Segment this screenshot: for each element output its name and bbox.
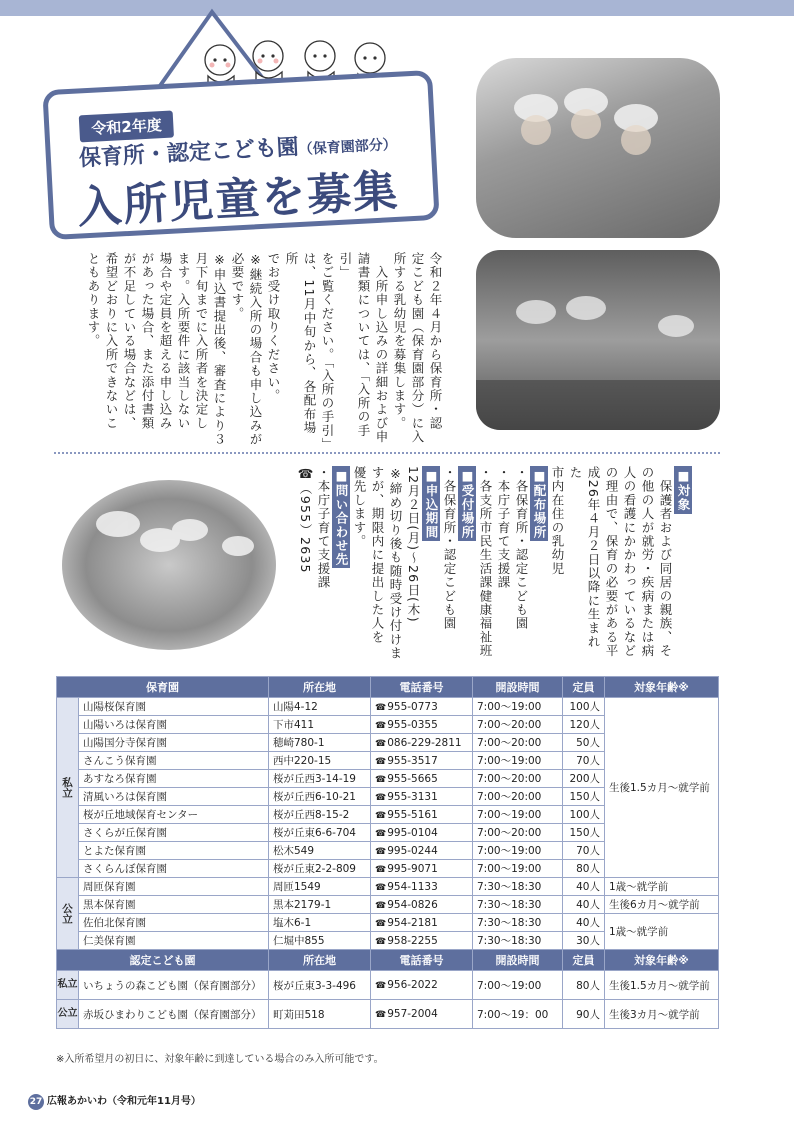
intro-line: 月下旬までに入所者を決定し bbox=[194, 252, 209, 431]
nursery-name: あすなろ保育園 bbox=[79, 770, 269, 788]
section-heading: ■配布場所 bbox=[532, 468, 547, 539]
intro-text bbox=[84, 252, 444, 452]
phone-number: 995-0244 bbox=[387, 844, 438, 857]
section-heading: ■申込期間 bbox=[424, 468, 439, 539]
address: 桜が丘西3-14-19 bbox=[269, 770, 371, 788]
hours: 7:00～19:00 bbox=[473, 860, 563, 878]
address: 周匝1549 bbox=[269, 878, 371, 896]
phone-number: 958-2255 bbox=[387, 934, 438, 947]
group-label: 公立 bbox=[57, 878, 79, 950]
intro-line: ※継続入所の場合も申し込みが bbox=[248, 252, 263, 447]
capacity: 200人 bbox=[563, 770, 605, 788]
photo-children-gardening bbox=[476, 250, 720, 430]
intro-line: ます。入所要件に該当しない bbox=[176, 252, 191, 431]
col-header: 電話番号 bbox=[371, 950, 473, 971]
col-header: 対象年齢※ bbox=[605, 950, 719, 971]
nursery-name: 山陽いろは保育園 bbox=[79, 716, 269, 734]
col-header: 所在地 bbox=[269, 677, 371, 698]
phone-icon: ☎ bbox=[375, 828, 387, 839]
phone-icon: ☎ bbox=[375, 810, 387, 821]
phone-icon: ☎ bbox=[375, 864, 387, 875]
detail-line: 成26年４月２日以降に生まれた bbox=[568, 466, 601, 649]
phone-icon: ☎ bbox=[375, 756, 387, 767]
detail-line: 市内在住の乳幼児 bbox=[550, 466, 565, 576]
nursery-name: 赤坂ひまわりこども園（保育園部分） bbox=[79, 1000, 269, 1029]
phone-icon: ☎ bbox=[375, 1010, 387, 1020]
phone-cell bbox=[371, 932, 473, 950]
hours: 7:00～19:00 bbox=[473, 806, 563, 824]
detail-line: の理由で、保育の必要がある平 bbox=[604, 466, 619, 658]
detail-line: ・各支所市民生活課健康福祉班 bbox=[478, 466, 493, 658]
publication-name: 広報あかいわ（令和元年11月号） bbox=[47, 1096, 201, 1107]
hours: 7:00～19:00 bbox=[473, 698, 563, 716]
capacity: 80人 bbox=[563, 860, 605, 878]
intro-line: があった場合、また添付書類 bbox=[140, 252, 155, 431]
phone-number: 955-0355 bbox=[387, 718, 438, 731]
hours: 7:30～18:30 bbox=[473, 932, 563, 950]
phone-number: 955-3517 bbox=[387, 754, 438, 767]
subtitle: 保育所・認定こども園（保育園部分） bbox=[78, 134, 398, 172]
phone-number: 955-5665 bbox=[387, 772, 438, 785]
hours: 7:00～20:00 bbox=[473, 770, 563, 788]
hours: 7:00～20:00 bbox=[473, 716, 563, 734]
address: 桜が丘東6-6-704 bbox=[269, 824, 371, 842]
phone-cell bbox=[371, 824, 473, 842]
intro-line: 請書類については、「入所の手引」 bbox=[338, 252, 371, 438]
group-label: 私立 bbox=[57, 971, 79, 1000]
intro-line: 令和２年４月から保育所・認 bbox=[428, 252, 443, 431]
intro-line: は、11月中旬から、各配布場所 bbox=[284, 252, 317, 435]
phone-cell bbox=[371, 860, 473, 878]
capacity: 90人 bbox=[563, 1000, 605, 1029]
address: 塩木6-1 bbox=[269, 914, 371, 932]
capacity: 30人 bbox=[563, 932, 605, 950]
capacity: 40人 bbox=[563, 878, 605, 896]
page-footer bbox=[28, 1092, 201, 1110]
phone-cell bbox=[371, 878, 473, 896]
year-tag: 令和2年度 bbox=[79, 110, 175, 142]
address: 山陽4-12 bbox=[269, 698, 371, 716]
detail-line: ・本庁子育て支援課 bbox=[316, 466, 331, 590]
capacity: 150人 bbox=[563, 788, 605, 806]
detail-line: ・各保育所・認定こども園 bbox=[442, 466, 457, 631]
phone-icon: ☎ bbox=[375, 846, 387, 857]
section-heading: ■受付場所 bbox=[460, 468, 475, 539]
address: 穂崎780-1 bbox=[269, 734, 371, 752]
intro-line: 定こども園（保育園部分）に入 bbox=[410, 252, 425, 444]
intro-line: ともあります。 bbox=[86, 252, 101, 348]
table-row bbox=[57, 878, 719, 896]
col-header: 所在地 bbox=[269, 950, 371, 971]
detail-line: 12月２日(月)～26日(木) bbox=[406, 466, 421, 623]
hours: 7:00～19:00 bbox=[473, 752, 563, 770]
address: 桜が丘東3-3-496 bbox=[269, 971, 371, 1000]
dotted-divider bbox=[54, 452, 720, 454]
phone-icon: ☎ bbox=[375, 702, 387, 713]
nursery-name: さくらが丘保育園 bbox=[79, 824, 269, 842]
col-header: 認定こども園 bbox=[57, 950, 269, 971]
hours: 7:00～20:00 bbox=[473, 824, 563, 842]
phone-cell bbox=[371, 788, 473, 806]
detail-line: ・本庁子育て支援課 bbox=[496, 466, 511, 590]
phone-cell bbox=[371, 770, 473, 788]
detail-line: すが、期限内に提出した人を bbox=[370, 466, 385, 645]
phone-icon: ☎ bbox=[375, 918, 387, 929]
nursery-name: 佐伯北保育園 bbox=[79, 914, 269, 932]
phone-cell bbox=[371, 698, 473, 716]
capacity: 120人 bbox=[563, 716, 605, 734]
capacity: 80人 bbox=[563, 971, 605, 1000]
table-row bbox=[57, 896, 719, 914]
phone-number: 995-9071 bbox=[387, 862, 438, 875]
phone-cell bbox=[371, 752, 473, 770]
phone-number: 954-1133 bbox=[387, 880, 438, 893]
phone-number: 955-5161 bbox=[387, 808, 438, 821]
col-header: 開設時間 bbox=[473, 677, 563, 698]
table-row bbox=[57, 1000, 719, 1029]
address: 西中220-15 bbox=[269, 752, 371, 770]
intro-line: 入所申し込みの詳細および申 bbox=[374, 252, 389, 444]
intro-line: 必要です。 bbox=[230, 252, 245, 321]
hours: 7:30～18:30 bbox=[473, 878, 563, 896]
footnote: ※入所希望月の初日に、対象年齢に到達している場合のみ入所可能です。 bbox=[56, 1054, 384, 1065]
capacity: 40人 bbox=[563, 896, 605, 914]
phone-icon: ☎ bbox=[375, 720, 387, 731]
phone-number: 955-3131 bbox=[387, 790, 438, 803]
group-label: 公立 bbox=[57, 1000, 79, 1029]
intro-line: が不足している場合などは、 bbox=[122, 252, 137, 431]
detail-line: ・各保育所・認定こども園 bbox=[514, 466, 529, 631]
col-header: 定員 bbox=[563, 950, 605, 971]
table-row bbox=[57, 914, 719, 932]
section-heading: ■問い合わせ先 bbox=[334, 468, 349, 567]
address: 桜が丘西8-15-2 bbox=[269, 806, 371, 824]
col-header: 保育園 bbox=[57, 677, 269, 698]
details-text bbox=[296, 466, 692, 662]
nursery-name: いちょうの森こども園（保育園部分） bbox=[79, 971, 269, 1000]
address: 黒本2179-1 bbox=[269, 896, 371, 914]
capacity: 150人 bbox=[563, 824, 605, 842]
nursery-name: 山陽国分寺保育園 bbox=[79, 734, 269, 752]
nursery-table bbox=[56, 676, 719, 1029]
target-age: 生後3カ月～就学前 bbox=[605, 1000, 719, 1029]
phone-icon: ☎ bbox=[375, 774, 387, 785]
capacity: 100人 bbox=[563, 698, 605, 716]
col-header: 電話番号 bbox=[371, 677, 473, 698]
phone-number: 086-229-2811 bbox=[387, 736, 462, 749]
phone-cell bbox=[371, 734, 473, 752]
target-age: 1歳～就学前 bbox=[605, 878, 719, 896]
phone-icon: ☎ bbox=[375, 792, 387, 803]
address: 桜が丘西6-10-21 bbox=[269, 788, 371, 806]
nursery-name: 山陽桜保育園 bbox=[79, 698, 269, 716]
phone-number: 954-2181 bbox=[387, 916, 438, 929]
intro-line: をご覧ください。「入所の手引」 bbox=[320, 252, 335, 452]
phone-cell bbox=[371, 971, 473, 1000]
phone-icon: ☎ bbox=[375, 900, 387, 911]
capacity: 100人 bbox=[563, 806, 605, 824]
table-row bbox=[57, 971, 719, 1000]
detail-line: ※締め切り後も随時受け付けま bbox=[388, 466, 403, 661]
phone-number: 956-2022 bbox=[387, 979, 438, 991]
intro-line: 所する乳幼児を募集します。 bbox=[392, 252, 407, 431]
phone-icon: ☎ bbox=[375, 882, 387, 893]
nursery-name: さんこう保育園 bbox=[79, 752, 269, 770]
nursery-name: 周匝保育園 bbox=[79, 878, 269, 896]
table-header-row bbox=[57, 950, 719, 971]
nursery-name: 仁美保育園 bbox=[79, 932, 269, 950]
section-heading: ■対象 bbox=[676, 468, 691, 512]
target-age: 生後1.5カ月～就学前 bbox=[605, 971, 719, 1000]
phone-cell bbox=[371, 1000, 473, 1029]
capacity: 50人 bbox=[563, 734, 605, 752]
hours: 7:30～18:30 bbox=[473, 914, 563, 932]
intro-line: 希望どおりに入所できないこ bbox=[104, 252, 119, 431]
title-sign bbox=[42, 70, 439, 240]
phone-cell bbox=[371, 716, 473, 734]
nursery-name: さくらんぼ保育園 bbox=[79, 860, 269, 878]
hours: 7:30～18:30 bbox=[473, 896, 563, 914]
phone-icon: ☎ bbox=[375, 981, 387, 991]
phone-cell bbox=[371, 914, 473, 932]
hours: 7:00～19:00 bbox=[473, 971, 563, 1000]
col-header: 定員 bbox=[563, 677, 605, 698]
phone-icon: ☎ bbox=[375, 738, 387, 749]
phone-number: 957-2004 bbox=[387, 1008, 438, 1020]
hours: 7:00～20:00 bbox=[473, 788, 563, 806]
col-header: 開設時間 bbox=[473, 950, 563, 971]
nursery-name: 黒本保育園 bbox=[79, 896, 269, 914]
phone-cell bbox=[371, 842, 473, 860]
address: 下市411 bbox=[269, 716, 371, 734]
intro-line: 場合や定員を超える申し込み bbox=[158, 252, 173, 431]
phone-cell bbox=[371, 896, 473, 914]
target-age: 生後6カ月～就学前 bbox=[605, 896, 719, 914]
capacity: 40人 bbox=[563, 914, 605, 932]
detail-line: ☎（955）2635 bbox=[298, 466, 313, 574]
hours: 7:00～19：00 bbox=[473, 1000, 563, 1029]
address: 桜が丘東2-2-809 bbox=[269, 860, 371, 878]
address: 町苅田518 bbox=[269, 1000, 371, 1029]
phone-icon: ☎ bbox=[375, 936, 387, 947]
detail-line: 優先します。 bbox=[352, 466, 367, 549]
capacity: 70人 bbox=[563, 752, 605, 770]
nursery-name: 清風いろは保育園 bbox=[79, 788, 269, 806]
photo-children-on-bench bbox=[476, 58, 720, 238]
group-label: 私立 bbox=[57, 698, 79, 878]
intro-line: ※申込書提出後、審査により３ bbox=[212, 252, 227, 447]
detail-line: 人の看護にかかわっているなど bbox=[622, 466, 637, 658]
page-number: 27 bbox=[28, 1094, 44, 1110]
intro-line: でお受け取りください。 bbox=[266, 252, 281, 403]
table-header-row bbox=[57, 677, 719, 698]
table-row bbox=[57, 698, 719, 716]
col-header: 対象年齢※ bbox=[605, 677, 719, 698]
nursery-name: 桜が丘地域保育センター bbox=[79, 806, 269, 824]
phone-number: 955-0773 bbox=[387, 700, 438, 713]
hours: 7:00～20:00 bbox=[473, 734, 563, 752]
capacity: 70人 bbox=[563, 842, 605, 860]
detail-line: 保護者および同居の親族、そ bbox=[658, 466, 673, 658]
phone-number: 995-0104 bbox=[387, 826, 438, 839]
target-age: 1歳～就学前 bbox=[605, 914, 719, 950]
target-age: 生後1.5カ月～就学前 bbox=[605, 698, 719, 878]
phone-cell bbox=[371, 806, 473, 824]
photo-children-blowing-bubbles bbox=[62, 480, 276, 650]
phone-number: 954-0826 bbox=[387, 898, 438, 911]
address: 仁堀中855 bbox=[269, 932, 371, 950]
hours: 7:00～19:00 bbox=[473, 842, 563, 860]
address: 松木549 bbox=[269, 842, 371, 860]
page-title: 入所児童を募集 bbox=[76, 165, 401, 234]
nursery-name: とよた保育園 bbox=[79, 842, 269, 860]
detail-line: の他の人が就労・疾病または病 bbox=[640, 466, 655, 658]
